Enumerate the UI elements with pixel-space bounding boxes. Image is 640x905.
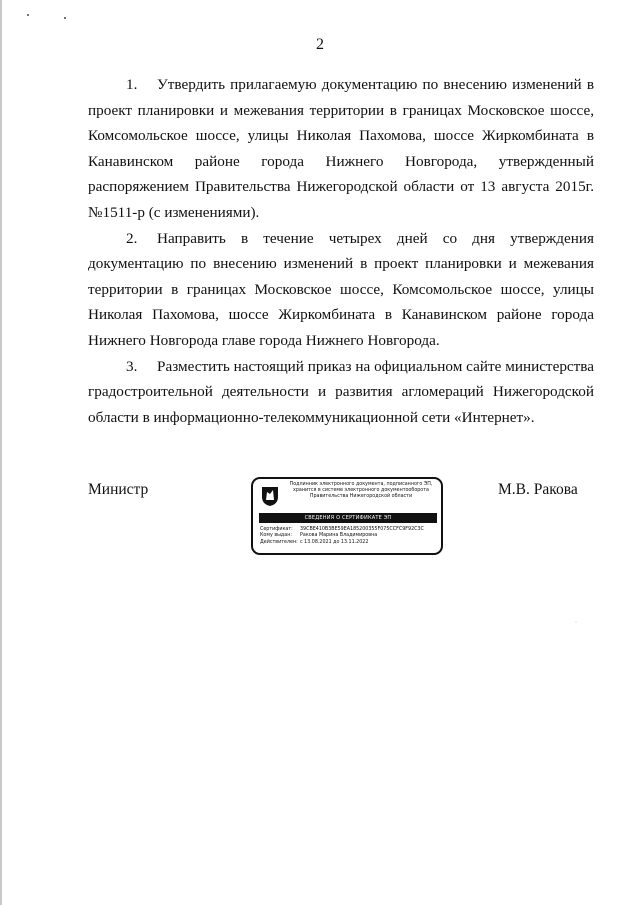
- paragraph-2: [88, 226, 594, 354]
- scan-edge-line: [0, 0, 2, 905]
- certificate-label: Сертификат:: [260, 527, 293, 532]
- paragraph-text: Разместить настоящий приказ на официальном сайте министерства градостроительной деятельности и развития агломераций Нижегородской области в информационно-телекоммуникационной сети «Интернет».: [88, 357, 594, 426]
- paragraph-number: 2.: [126, 229, 138, 247]
- validity-row: [260, 540, 440, 546]
- coat-of-arms-icon: [260, 485, 280, 507]
- issued-to-value: Ракова Марина Владимировна: [300, 533, 378, 539]
- paragraph-number: 3.: [126, 357, 138, 375]
- signatory-name: М.В. Ракова: [498, 481, 578, 498]
- scan-speck: [27, 14, 29, 16]
- certificate-value: 39CBE410B3BE59EA185200355F075CCFC9F92C3C: [300, 527, 424, 532]
- paragraph-text: Направить в течение четырех дней со дня утверждения документацию по внесению изменений в проект планировки и межевания территории в границах Московское шоссе, Комсомольское шоссе, улицы Николая Пахомова, шоссе Жиркомбината в Канавинском районе города Нижнего Новгорода главе города Нижнего Новгорода.: [88, 229, 594, 349]
- stamp-header: СВЕДЕНИЯ О СЕРТИФИКАТЕ ЭП: [259, 513, 437, 523]
- scan-mark: ·: [575, 620, 577, 626]
- issued-to-label: Кому выдан:: [260, 533, 292, 539]
- validity-value: с 13.08.2021 до 13.11.2022: [300, 539, 369, 545]
- paragraph-text: Утвердить прилагаемую документацию по внесению изменений в проект планировки и межевания территории в границах Московское шоссе, Комсомольское шоссе, улицы Николая Пахомова, шоссе Жиркомбината в Канавинском районе города Нижнего Новгорода, утвержденный распоряжением Правительства Нижегородской области от 13 августа 2015г.№1511-р (с изменениями).: [88, 76, 594, 221]
- paragraph-1: [88, 72, 594, 226]
- page-number: 2: [316, 36, 324, 53]
- signatory-role: Министр: [88, 481, 149, 498]
- paragraph-number: 1.: [126, 76, 138, 93]
- stamp-notice: Подлинник электронного документа, подписанного ЭП, хранится в системе электронного документооборота Правительства Нижегородской области: [289, 482, 433, 500]
- electronic-signature-stamp: [251, 477, 443, 555]
- document-body: [88, 72, 594, 430]
- stamp-details: [260, 527, 440, 546]
- validity-label: Действителен:: [260, 539, 298, 545]
- scan-speck: [64, 17, 66, 19]
- paragraph-3: [88, 354, 594, 431]
